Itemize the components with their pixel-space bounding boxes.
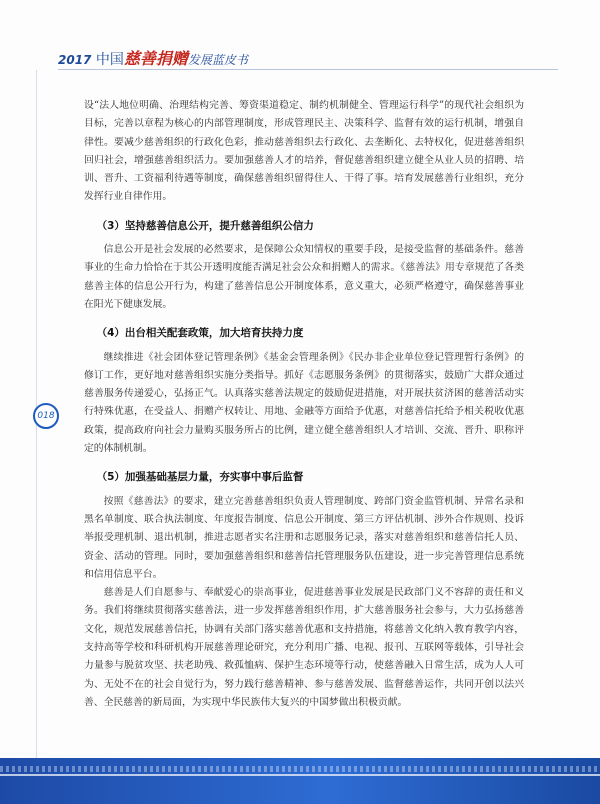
paragraph-supervision: 按照《慈善法》的要求，建立完善慈善组织负责人管理制度、跨部门资金监管机制、异常名录和黑名单制度、联合执法制度、年度报告制度、信息公开制度、第三方评估机制、涉外合作规则、投诉举报受理机制、退出机制，推进志愿者实名注册和志愿服务记录，落实对慈善组织和慈善信托人员、资金、活动的管理。同时，要加强慈善组织和慈善信托管理服务队伍建设，进一步完善管理信息系统和信用信息平台。 — [84, 495, 524, 580]
book-title-suffix: 发展蓝皮书 — [187, 53, 248, 67]
book-title-highlight: 慈善捐赠 — [123, 49, 188, 68]
book-title — [58, 46, 248, 69]
section-heading-3: （3）坚持慈善信息公开，提升慈善组织公信力 — [96, 219, 314, 232]
page-number-badge: 018 — [33, 403, 59, 429]
paragraph-policies: 继续推进《社会团体登记管理条例》《基金会管理条例》《民办非企业单位登记管理暂行条例》的修订工作，更好地对慈善组织实施分类指导。抓好《志愿服务条例》的贯彻落实，鼓励广大群众通过慈善服务传递爱心，弘扬正气。认真落实慈善法规定的鼓励促进措施，对开展扶贫济困的慈善活动实行特殊优惠，在受益人、捐赠产权转让、用地、金融等方面给予优惠，对慈善信托给予相关税收优惠政策，提高政府向社会力量购买服务所占的比例，建立健全慈善组织人才培训、交流、晋升、职称评定的体制机制。 — [84, 351, 524, 455]
page-header — [0, 0, 600, 80]
paragraph-info-disclosure: 信息公开是社会发展的必然要求，是保障公众知情权的重要手段，是接受监督的基础条件。慈善事业的生命力恰恰在于其公开透明度能否满足社会公众和捐赠人的需求。《慈善法》用专章规范了各类慈善主体的信息公开行为，构建了慈善信息公开制度体系，意义重大，必须严格遵守，确保慈善事业在阳光下健康发展。 — [84, 244, 524, 310]
header-divider — [58, 69, 558, 70]
section-heading-5: （5）加强基础基层力量，夯实事中事后监督 — [96, 471, 304, 484]
footer-highlight-line — [0, 774, 600, 776]
paragraph-continued: 设“法人地位明确、治理结构完善、筹资渠道稳定、制约机制健全、管理运行科学”的现代社会组织为目标，完善以章程为核心的内部管理制度，形成管理民主、决策科学、监督有效的运行机制，增强自律性。要减少慈善组织的行政化色彩，推动慈善组织去行政化、去垄断化、去特权化，促进慈善组织回归社会，增强慈善组织活力。要加强慈善人才的培养，督促慈善组织建立健全从业人员的招聘、培训、晋升、工资福利待遇等制度，确保慈善组织留得住人、干得了事。培育发展慈善行业组织，充分发挥行业自律作用。 — [84, 100, 524, 203]
book-year: 2017 — [58, 53, 92, 67]
section-heading-4: （4）出台相关配套政策，加大培育扶持力度 — [96, 327, 304, 340]
book-title-prefix: 中国 — [91, 52, 124, 68]
body-text — [84, 97, 524, 712]
footer-stripe — [0, 766, 600, 772]
paragraph-conclusion: 慈善是人们自愿参与、奉献爱心的崇高事业，促进慈善事业发展是民政部门义不容辞的责任和义务。我们将继续贯彻落实慈善法，进一步发挥慈善组织作用，扩大慈善服务社会参与，大力弘扬慈善文化，规范发展慈善信托，协调有关部门落实慈善优惠和支持措施，将慈善文化纳入教育教学内容，支持高等学校和科研机构开展慈善理论研究，充分利用广播、电视、报刊、互联网等载体，引导社会力量参与脱贫攻坚、扶老助残、救孤恤病、保护生态环境等行动，使慈善融入日常生活，成为人人可为、无处不在的社会自觉行为，努力践行慈善精神、参与慈善发展、监督慈善运作，共同开创以法兴善、全民慈善的新局面，为实现中华民族伟大复兴的中国梦做出积极贡献。 — [84, 587, 524, 708]
footer-band — [0, 758, 600, 804]
